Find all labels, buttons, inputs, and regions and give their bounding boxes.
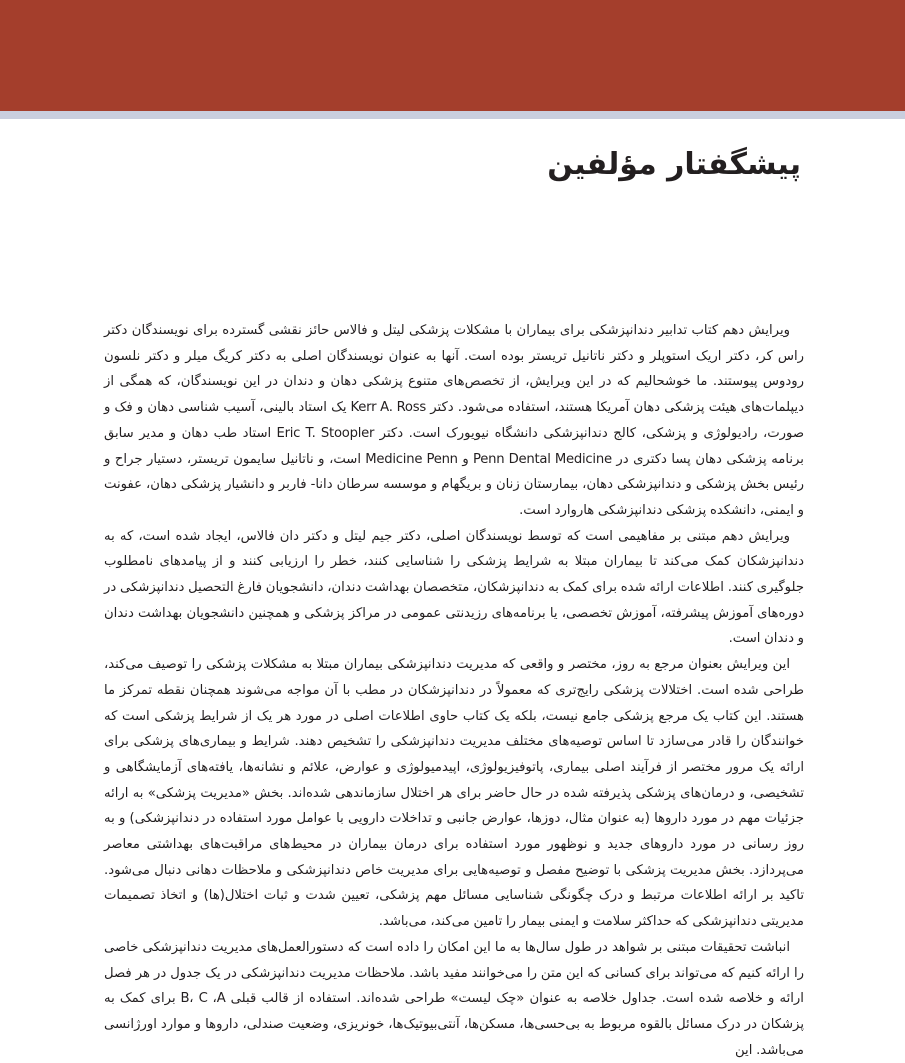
paragraph: ویرایش دهم مبتنی بر مفاهیمی است که توسط نویسندگان اصلی، دکتر جیم لیتل و دکتر دان فالاس، ایجاد شده است، که به دندانپزشکان کمک می‌کند تا بیماران مبتلا به شرایط پزشکی را شناسایی کنند، خطر را ارزیابی کنند و از پیامدهای نامطلوب جلوگیری کنند. اطلاعات ارائه شده برای کمک به دندانپزشکان، متخصصان بهداشت دندان، دانشجویان فارغ التحصیل دندانپزشکی در دوره‌های آموزش پیشرفته، آموزش تخصصی، یا برنامه‌های رزیدنتی عمومی در مراکز پزشکی و همچنین دانشجویان بهداشت دندان و دندان است. (104, 528, 804, 647)
paragraph: این ویرایش بعنوان مرجع به روز، مختصر و واقعی که مدیریت دندانپزشکی بیماران مبتلا به مشکلات پزشکی را توصیف می‌کند، طراحی شده است. اختلالات پزشکی رایج‌تری که معمولاً در دندانپزشکان در مطب با آن مواجه می‌شوند همچنان نقطه تمرکز ما هستند. این کتاب یک مرجع پزشکی جامع نیست، بلکه یک کتاب حاوی اطلاعات اصلی در مورد هر یک از شرایط پزشکی است که خوانندگان را قادر می‌سازد تا اساس توصیه‌های مختلف مدیریت دندانپزشکی را تشخیص دهند. شرایط و بیماری‌های پزشکی برای ارائه یک مرور مختصر از فرآیند اصلی بیماری، پاتوفیزیولوژی، اپیدمیولوژی و عوارض، علائم و نشانه‌ها، یافته‌های آزمایشگاهی و تشخیصی، و درمان‌های پزشکی پذیرفته شده در حال حاضر برای هر اختلال سازماندهی شده‌اند. بخش «مدیریت پزشکی» به ارائه جزئیات مهم در مورد داروها (به عنوان مثال، دوزها، عوارض جانبی و تداخلات دارویی با عوامل مورد استفاده در دندانپزشکی) و به روز رسانی در مورد داروهای جدید و نوظهور مورد استفاده برای درمان بیماران در محیط‌های مراقبت‌های بهداشتی معاصر می‌پردازد. بخش مدیریت پزشکی با توضیح مفصل و توصیه‌هایی برای مدیریت خاص دندانپزشکی و ملاحظات دهانی دنبال می‌شود. تاکید بر ارائه اطلاعات مرتبط و درک چگونگی شناسایی مسائل مهم پزشکی، تعیین شدت و ثبات اختلال(ها) و اتخاذ تصمیمات مدیریتی دندانپزشکی که حداکثر سلامت و ایمنی بیمار را تامین می‌کند، می‌باشد. (104, 657, 804, 930)
page-title: پیشگفتار مؤلفین (547, 147, 801, 182)
header-stripe (0, 111, 905, 119)
header-band (0, 0, 905, 111)
paragraph: انباشت تحقیقات مبتنی بر شواهد در طول سال‌ها به ما این امکان را داده است که دستورالعمل‌های مدیریت دندانپزشکی خاصی را ارائه کنیم که می‌تواند برای کسانی که این متن را می‌خوانند مفید باشد. ملاحظات مدیریت دندانپزشکی در یک جدول در هر فصل ارائه و خلاصه شده است. جداول خلاصه به عنوان «چک لیست» طراحی شده‌اند. استفاده از قالب قبلی B، C ،A برای کمک به پزشکان در درک مسائل بالقوه مربوط به بی‌حسی‌ها، مسکن‌ها، آنتی‌بیوتیک‌ها، خونریزی، وضعیت صندلی، داروها و موارد اورژانسی می‌باشد. این (104, 939, 804, 1058)
paragraph: ویرایش دهم کتاب تدابیر دندانپزشکی برای بیماران با مشکلات پزشکی لیتل و فالاس حائز نقشی گسترده برای نویسندگان دکتر راس کر، دکتر اریک استوپلر و دکتر ناتانیل تریستر بوده است. آنها به عنوان نویسندگان اصلی به دکتر کریگ میلر و دکتر نلسون رودوس پیوستند. ما خوشحالیم که در این ویرایش، از تخصص‌های متنوع پزشکی دهان و دندان در این نویسندگان، که همگی از دیپلمات‌های هیئت پزشکی دهان آمریکا هستند، استفاده می‌شود. دکتر Kerr A. Ross یک استاد بالینی، آسیب شناسی دهان و فک و صورت، رادیولوژی و پزشکی، کالج دندانپزشکی دانشگاه نیویورک است. دکتر Eric T. Stoopler استاد طب دهان و مدیر سابق برنامه پزشکی دهان پسا دکتری در Penn Dental Medicine و Medicine Penn است، و ناتانیل سایمون تریستر، دستیار جراح و رئیس بخش پزشکی و دندانپزشکی دهان، بیمارستان زنان و بریگهام و موسسه سرطان دانا- فاربر و دانشیار پزشکی دهان، عفونت و ایمنی، دانشکده پزشکی دندانپزشکی هاروارد است. (104, 323, 805, 518)
body-text (104, 318, 804, 1063)
